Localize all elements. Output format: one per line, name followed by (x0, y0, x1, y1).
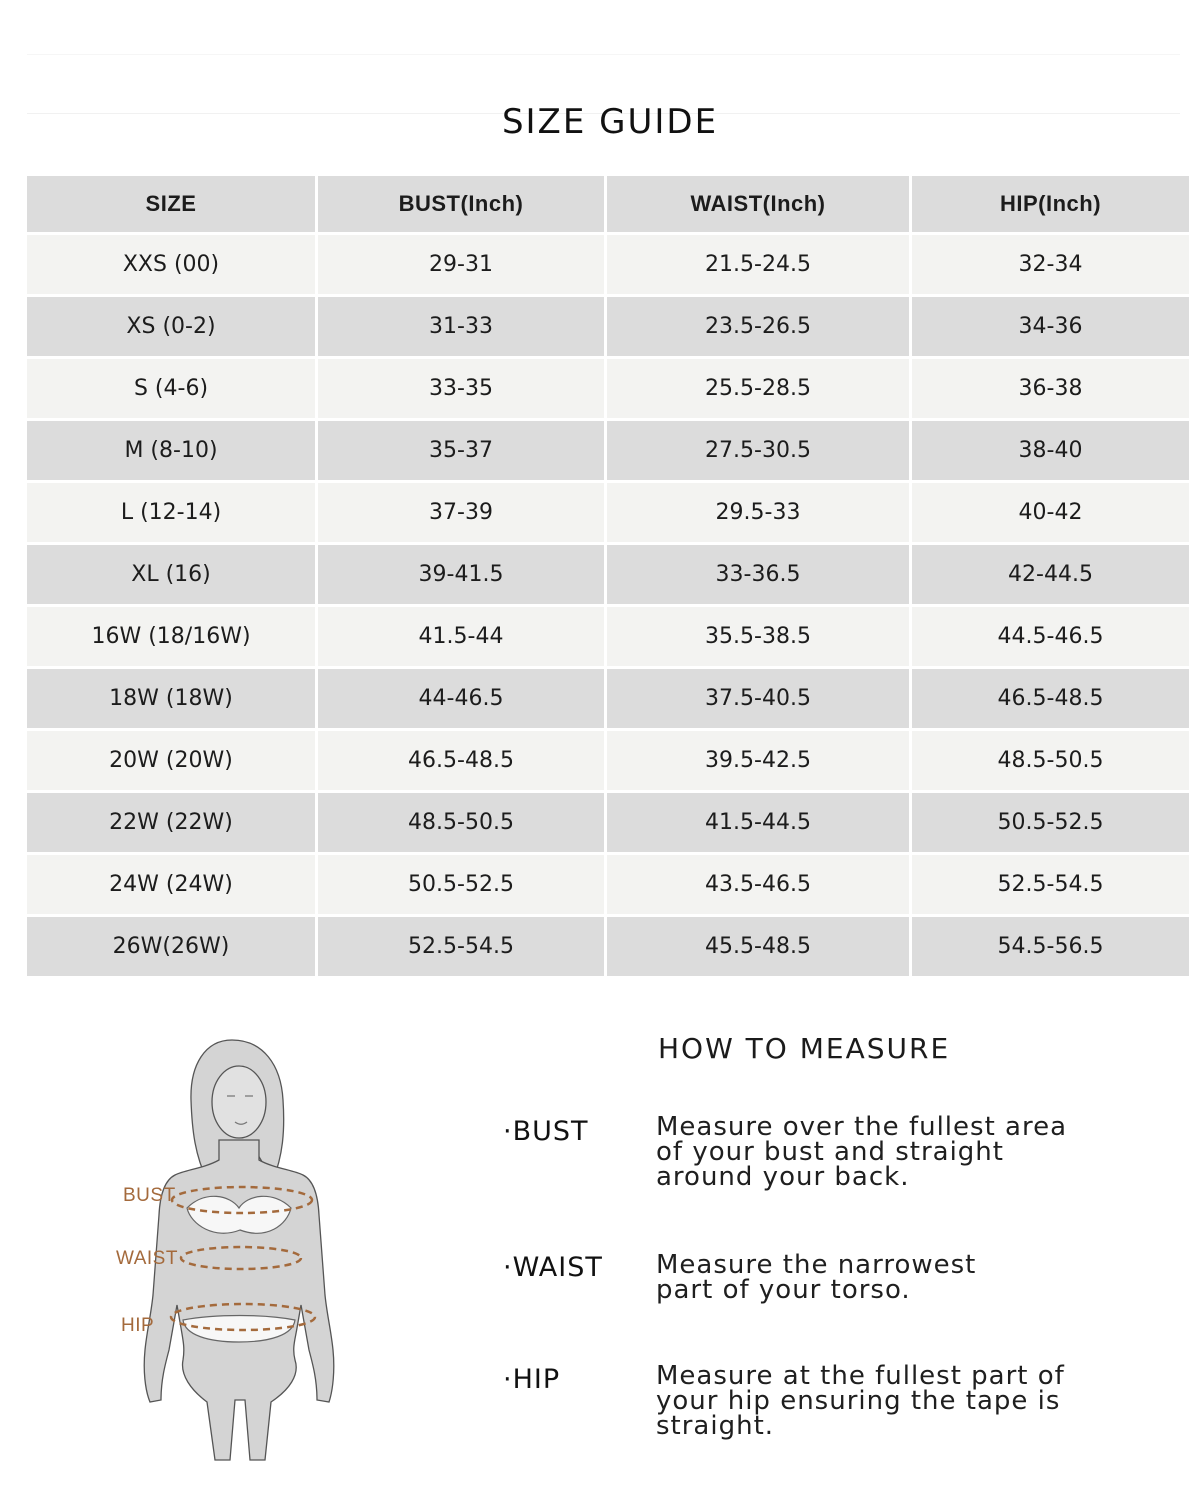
waist-measure-line: part of your torso. (656, 1275, 911, 1305)
hip-cell: 32-34 (912, 235, 1189, 294)
table-row (27, 607, 1189, 666)
size-cell: L (12-14) (27, 483, 315, 542)
bust-measure-line: of your bust and straight (656, 1137, 1004, 1167)
table-row (27, 917, 1189, 976)
hip-measure-label: ·HIP (503, 1364, 561, 1395)
waist-measure-line: Measure the narrowest (656, 1250, 977, 1280)
table-row (27, 359, 1189, 418)
hip-cell: 38-40 (912, 421, 1189, 480)
bust-cell: 44-46.5 (318, 669, 604, 728)
waist-cell: 21.5-24.5 (607, 235, 909, 294)
hip-cell: 40-42 (912, 483, 1189, 542)
size-cell: 26W(26W) (27, 917, 315, 976)
bust-cell: 39-41.5 (318, 545, 604, 604)
size-cell: 22W (22W) (27, 793, 315, 852)
hip-cell: 54.5-56.5 (912, 917, 1189, 976)
hip-measure-line: Measure at the fullest part of (656, 1361, 1065, 1391)
waist-cell: 41.5-44.5 (607, 793, 909, 852)
hip-cell: 52.5-54.5 (912, 855, 1189, 914)
waist-cell: 35.5-38.5 (607, 607, 909, 666)
table-row (27, 793, 1189, 852)
bust-measure-line: Measure over the fullest area (656, 1112, 1068, 1142)
size-cell: M (8-10) (27, 421, 315, 480)
hip-cell: 48.5-50.5 (912, 731, 1189, 790)
bust-cell: 41.5-44 (318, 607, 604, 666)
header-size: SIZE (27, 176, 315, 232)
table-row (27, 235, 1189, 294)
hip-label: HIP (121, 1315, 155, 1336)
table-row (27, 855, 1189, 914)
waist-cell: 29.5-33 (607, 483, 909, 542)
waist-cell: 27.5-30.5 (607, 421, 909, 480)
hip-cell: 42-44.5 (912, 545, 1189, 604)
header-waist: WAIST(Inch) (607, 176, 909, 232)
waist-cell: 23.5-26.5 (607, 297, 909, 356)
bust-cell: 35-37 (318, 421, 604, 480)
size-table (24, 173, 1192, 979)
bust-cell: 29-31 (318, 235, 604, 294)
waist-measure-text (656, 1250, 1086, 1305)
size-cell: 18W (18W) (27, 669, 315, 728)
hip-cell: 46.5-48.5 (912, 669, 1189, 728)
top-divider (27, 54, 1180, 55)
bust-cell: 37-39 (318, 483, 604, 542)
waist-cell: 45.5-48.5 (607, 917, 909, 976)
bust-label: BUST (123, 1185, 176, 1206)
size-cell: S (4-6) (27, 359, 315, 418)
table-row (27, 731, 1189, 790)
header-bust: BUST(Inch) (318, 176, 604, 232)
hip-measure-text (656, 1361, 1086, 1441)
how-to-measure-title: HOW TO MEASURE (658, 1032, 951, 1065)
hip-cell: 34-36 (912, 297, 1189, 356)
waist-cell: 43.5-46.5 (607, 855, 909, 914)
waist-cell: 25.5-28.5 (607, 359, 909, 418)
table-row (27, 545, 1189, 604)
table-row (27, 483, 1189, 542)
size-cell: 16W (18/16W) (27, 607, 315, 666)
table-row (27, 297, 1189, 356)
size-cell: XL (16) (27, 545, 315, 604)
table-header-row (27, 176, 1189, 232)
bust-cell: 31-33 (318, 297, 604, 356)
table-row (27, 421, 1189, 480)
page-title: SIZE GUIDE (501, 102, 719, 142)
waist-label: WAIST (116, 1248, 178, 1269)
size-cell: 20W (20W) (27, 731, 315, 790)
hip-cell: 36-38 (912, 359, 1189, 418)
hip-measure-line: your hip ensuring the tape is (656, 1386, 1061, 1416)
bust-cell: 46.5-48.5 (318, 731, 604, 790)
bust-measure-line: around your back. (656, 1162, 910, 1192)
hip-measure-line: straight. (656, 1411, 775, 1441)
face-shape (212, 1066, 266, 1138)
waist-cell: 39.5-42.5 (607, 731, 909, 790)
waist-measure-label: ·WAIST (503, 1252, 603, 1283)
bust-measure-text (656, 1112, 1086, 1192)
header-hip: HIP(Inch) (912, 176, 1189, 232)
bust-cell: 48.5-50.5 (318, 793, 604, 852)
table-row (27, 669, 1189, 728)
table-body (27, 235, 1189, 976)
size-cell: XS (0-2) (27, 297, 315, 356)
bust-cell: 52.5-54.5 (318, 917, 604, 976)
bust-measure-label: ·BUST (503, 1116, 589, 1147)
waist-cell: 33-36.5 (607, 545, 909, 604)
hip-cell: 44.5-46.5 (912, 607, 1189, 666)
bust-cell: 33-35 (318, 359, 604, 418)
size-cell: 24W (24W) (27, 855, 315, 914)
waist-cell: 37.5-40.5 (607, 669, 909, 728)
size-cell: XXS (00) (27, 235, 315, 294)
hip-cell: 50.5-52.5 (912, 793, 1189, 852)
bust-cell: 50.5-52.5 (318, 855, 604, 914)
